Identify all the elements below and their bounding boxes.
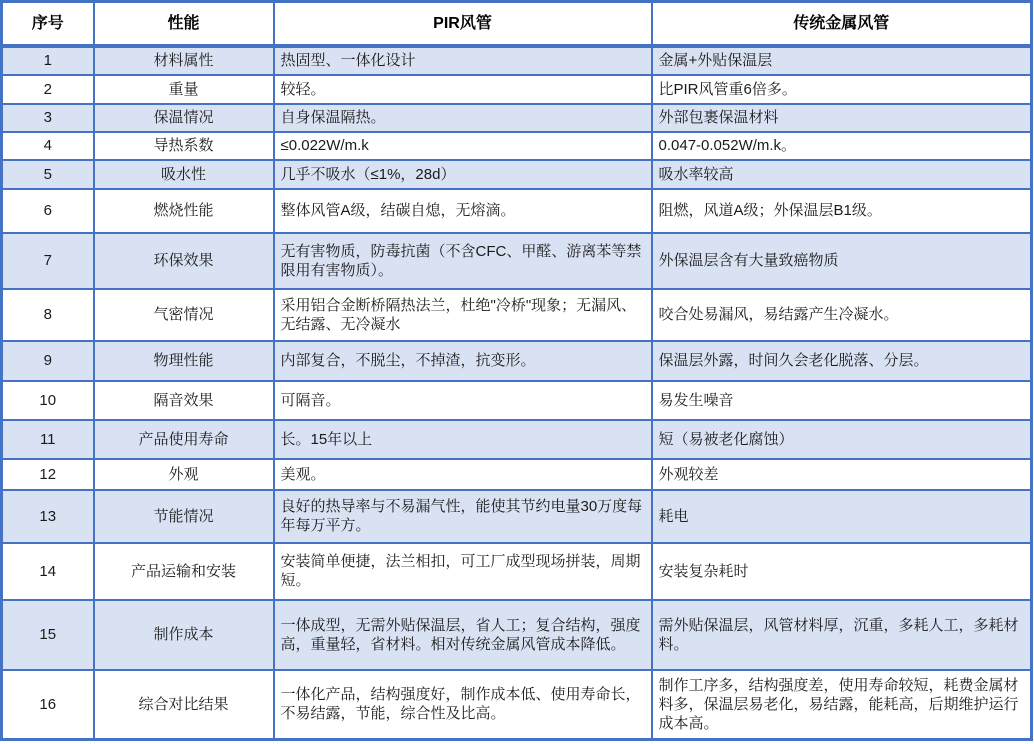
table-row [2, 490, 1032, 543]
cell-metal: 比PIR风管重6倍多。 [652, 75, 1032, 104]
column-header-no: 序号 [2, 2, 94, 46]
cell-property: 吸水性 [94, 160, 274, 189]
cell-pir: 几乎不吸水（≤1%，28d） [274, 160, 652, 189]
cell-pir: 一体化产品，结构强度好，制作成本低、使用寿命长，不易结露，节能，综合性及比高。 [274, 670, 652, 740]
cell-no: 5 [2, 160, 94, 189]
cell-metal: 阻燃，风道A级；外保温层B1级。 [652, 189, 1032, 233]
cell-no: 8 [2, 289, 94, 341]
table-row [2, 381, 1032, 420]
cell-metal: 易发生噪音 [652, 381, 1032, 420]
table-row [2, 420, 1032, 459]
table-row [2, 459, 1032, 490]
table-row [2, 104, 1032, 132]
cell-pir: 良好的热导率与不易漏气性，能使其节约电量30万度每年每万平方。 [274, 490, 652, 543]
table-row [2, 132, 1032, 160]
table-row [2, 233, 1032, 289]
cell-property: 外观 [94, 459, 274, 490]
column-header-pir: PIR风管 [274, 2, 652, 46]
cell-metal: 保温层外露，时间久会老化脱落、分层。 [652, 341, 1032, 381]
cell-pir: 热固型、一体化设计 [274, 46, 652, 75]
column-header-metal: 传统金属风管 [652, 2, 1032, 46]
table-row [2, 289, 1032, 341]
table-row [2, 75, 1032, 104]
cell-no: 7 [2, 233, 94, 289]
cell-property: 气密情况 [94, 289, 274, 341]
cell-pir: 长。15年以上 [274, 420, 652, 459]
cell-metal: 外部包裹保温材料 [652, 104, 1032, 132]
cell-metal: 吸水率较高 [652, 160, 1032, 189]
cell-property: 重量 [94, 75, 274, 104]
table-row [2, 160, 1032, 189]
cell-property: 综合对比结果 [94, 670, 274, 740]
cell-no: 14 [2, 543, 94, 600]
cell-metal: 耗电 [652, 490, 1032, 543]
table-row [2, 341, 1032, 381]
cell-property: 产品使用寿命 [94, 420, 274, 459]
cell-pir: 自身保温隔热。 [274, 104, 652, 132]
cell-pir: 采用铝合金断桥隔热法兰，杜绝"冷桥"现象；无漏风、无结露、无冷凝水 [274, 289, 652, 341]
cell-metal: 0.047-0.052W/m.k。 [652, 132, 1032, 160]
cell-property: 燃烧性能 [94, 189, 274, 233]
cell-no: 6 [2, 189, 94, 233]
cell-property: 节能情况 [94, 490, 274, 543]
cell-property: 材料属性 [94, 46, 274, 75]
cell-property: 环保效果 [94, 233, 274, 289]
cell-no: 3 [2, 104, 94, 132]
table-row [2, 670, 1032, 740]
cell-metal: 外保温层含有大量致癌物质 [652, 233, 1032, 289]
cell-pir: 较轻。 [274, 75, 652, 104]
cell-no: 9 [2, 341, 94, 381]
cell-no: 10 [2, 381, 94, 420]
cell-no: 4 [2, 132, 94, 160]
cell-property: 产品运输和安装 [94, 543, 274, 600]
cell-pir: 可隔音。 [274, 381, 652, 420]
cell-metal: 外观较差 [652, 459, 1032, 490]
cell-property: 导热系数 [94, 132, 274, 160]
table-row [2, 46, 1032, 75]
cell-pir: 内部复合，不脱尘，不掉渣，抗变形。 [274, 341, 652, 381]
cell-metal: 需外贴保温层，风管材料厚，沉重，多耗人工，多耗材料。 [652, 600, 1032, 670]
cell-metal: 安装复杂耗时 [652, 543, 1032, 600]
cell-metal: 短（易被老化腐蚀） [652, 420, 1032, 459]
cell-property: 物理性能 [94, 341, 274, 381]
cell-no: 12 [2, 459, 94, 490]
cell-property: 制作成本 [94, 600, 274, 670]
cell-no: 16 [2, 670, 94, 740]
cell-no: 2 [2, 75, 94, 104]
column-header-property: 性能 [94, 2, 274, 46]
cell-pir: 整体风管A级，结碳自熄，无熔滴。 [274, 189, 652, 233]
cell-no: 11 [2, 420, 94, 459]
cell-metal: 制作工序多，结构强度差，使用寿命较短，耗费金属材料多，保温层易老化，易结露，能耗高，后期维护运行成本高。 [652, 670, 1032, 740]
cell-pir: 安装简单便捷，法兰相扣，可工厂成型现场拼装，周期短。 [274, 543, 652, 600]
cell-pir: ≤0.022W/m.k [274, 132, 652, 160]
cell-metal: 金属+外贴保温层 [652, 46, 1032, 75]
cell-pir: 一体成型，无需外贴保温层，省人工；复合结构，强度高，重量轻，省材料。相对传统金属风管成本降低。 [274, 600, 652, 670]
cell-metal: 咬合处易漏风，易结露产生冷凝水。 [652, 289, 1032, 341]
table-row [2, 600, 1032, 670]
cell-no: 13 [2, 490, 94, 543]
header-row [2, 2, 1032, 46]
table-row [2, 189, 1032, 233]
table-row [2, 543, 1032, 600]
cell-pir: 美观。 [274, 459, 652, 490]
cell-no: 15 [2, 600, 94, 670]
cell-no: 1 [2, 46, 94, 75]
cell-property: 保温情况 [94, 104, 274, 132]
cell-property: 隔音效果 [94, 381, 274, 420]
cell-pir: 无有害物质，防毒抗菌（不含CFC、甲醛、游离苯等禁限用有害物质）。 [274, 233, 652, 289]
